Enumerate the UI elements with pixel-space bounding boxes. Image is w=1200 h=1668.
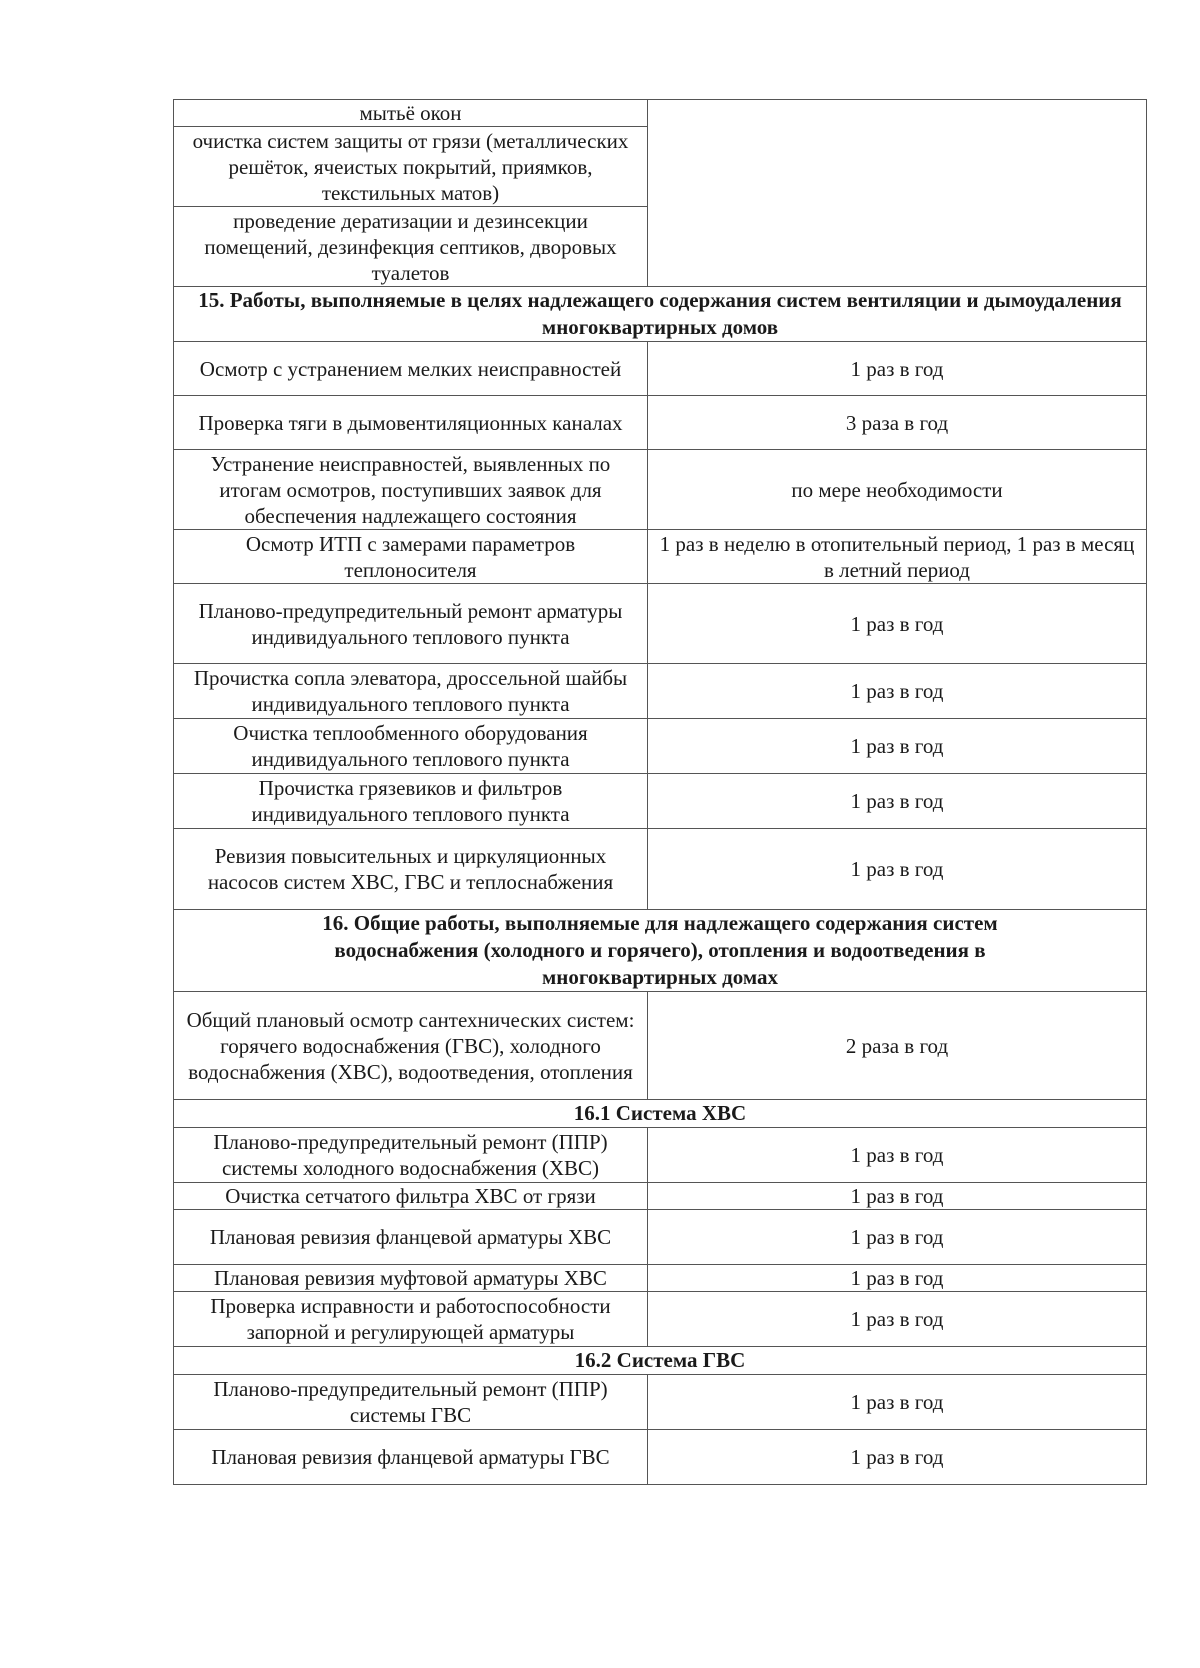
work-cell: Проверка исправности и работоспособности запорной и регулирующей арматуры [174, 1292, 648, 1347]
period-cell: 1 раз в год [648, 719, 1147, 774]
section-header-row [174, 910, 1147, 992]
section-header-row [174, 1347, 1147, 1375]
period-cell: 1 раз в год [648, 342, 1147, 396]
table-row [174, 396, 1147, 450]
table-row [174, 342, 1147, 396]
period-cell: 1 раз в год [648, 664, 1147, 719]
period-cell: 1 раз в год [648, 1210, 1147, 1265]
period-cell: 1 раз в год [648, 1292, 1147, 1347]
work-cell: Ревизия повысительных и циркуляционных насосов систем ХВС, ГВС и теплоснабжения [174, 829, 648, 910]
section-16-title: 16. Общие работы, выполняемые для надлежащего содержания систем водоснабжения (холодного и горячего), отопления и водоотведения в многоквартирных домах [174, 910, 1147, 992]
work-cell: Очистка теплообменного оборудования индивидуального теплового пункта [174, 719, 648, 774]
work-cell: Прочистка сопла элеватора, дроссельной шайбы индивидуального теплового пункта [174, 664, 648, 719]
section-16-1-title: 16.1 Система ХВС [174, 1100, 1147, 1128]
table-row [174, 1128, 1147, 1183]
section-header-row [174, 1100, 1147, 1128]
work-cell: Планово-предупредительный ремонт (ППР) системы ГВС [174, 1375, 648, 1430]
table-row [174, 664, 1147, 719]
work-cell: Плановая ревизия фланцевой арматуры ХВС [174, 1210, 648, 1265]
table-row [174, 1375, 1147, 1430]
section-16-2-title: 16.2 Система ГВС [174, 1347, 1147, 1375]
table-row [174, 1265, 1147, 1292]
table-row [174, 1183, 1147, 1210]
work-cell: Планово-предупредительный ремонт арматуры индивидуального теплового пункта [174, 584, 648, 664]
work-cell: Проверка тяги в дымовентиляционных каналах [174, 396, 648, 450]
period-cell: 2 раза в год [648, 992, 1147, 1100]
table-row [174, 450, 1147, 530]
work-cell: мытьё окон [174, 100, 648, 127]
table-row [174, 992, 1147, 1100]
period-cell: 3 раза в год [648, 396, 1147, 450]
work-cell: Плановая ревизия муфтовой арматуры ХВС [174, 1265, 648, 1292]
period-cell: 1 раз в год [648, 1375, 1147, 1430]
work-cell: Осмотр с устранением мелких неисправностей [174, 342, 648, 396]
table-row [174, 774, 1147, 829]
period-cell: 1 раз в год [648, 1128, 1147, 1183]
table-row [174, 1292, 1147, 1347]
work-cell: Очистка сетчатого фильтра ХВС от грязи [174, 1183, 648, 1210]
period-cell: 1 раз в год [648, 1265, 1147, 1292]
table-row [174, 1430, 1147, 1485]
table-row [174, 829, 1147, 910]
table-row [174, 100, 1147, 127]
period-cell: 1 раз в год [648, 1430, 1147, 1485]
work-cell: Плановая ревизия фланцевой арматуры ГВС [174, 1430, 648, 1485]
work-cell: Устранение неисправностей, выявленных по итогам осмотров, поступивших заявок для обеспечения надлежащего состояния [174, 450, 648, 530]
section-header-row [174, 287, 1147, 342]
works-table [173, 99, 1147, 1485]
period-cell: 1 раз в год [648, 774, 1147, 829]
table-row [174, 1210, 1147, 1265]
work-cell: Прочистка грязевиков и фильтров индивидуального теплового пункта [174, 774, 648, 829]
section-15-title: 15. Работы, выполняемые в целях надлежащего содержания систем вентиляции и дымоудаления многоквартирных домов [174, 287, 1147, 342]
period-cell: 1 раз в год [648, 584, 1147, 664]
work-cell: Осмотр ИТП с замерами параметров теплоносителя [174, 530, 648, 584]
period-cell: 1 раз в неделю в отопительный период, 1 раз в месяц в летний период [648, 530, 1147, 584]
table-row [174, 530, 1147, 584]
table-row [174, 719, 1147, 774]
period-cell: 1 раз в год [648, 829, 1147, 910]
table-row [174, 584, 1147, 664]
work-cell: Общий плановый осмотр сантехнических систем: горячего водоснабжения (ГВС), холодного водоснабжения (ХВС), водоотведения, отопления [174, 992, 648, 1100]
period-cell-empty [648, 100, 1147, 287]
work-cell: проведение дератизации и дезинсекции помещений, дезинфекция септиков, дворовых туалетов [174, 207, 648, 287]
period-cell: по мере необходимости [648, 450, 1147, 530]
period-cell: 1 раз в год [648, 1183, 1147, 1210]
work-cell: Планово-предупредительный ремонт (ППР) системы холодного водоснабжения (ХВС) [174, 1128, 648, 1183]
work-cell: очистка систем защиты от грязи (металлических решёток, ячеистых покрытий, приямков, текстильных матов) [174, 127, 648, 207]
